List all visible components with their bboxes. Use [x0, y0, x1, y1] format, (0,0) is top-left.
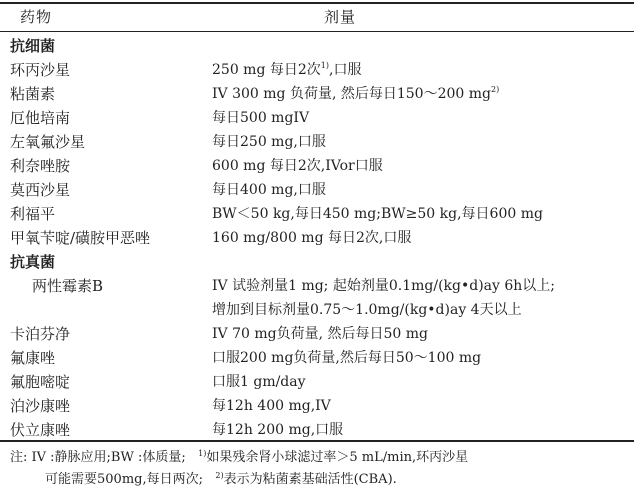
- table-row: [0, 320, 634, 344]
- drug-name: 利福平: [10, 205, 56, 223]
- table-top-rule: [0, 2, 634, 4]
- table-row: [0, 416, 634, 440]
- dose-text: BW＜50 kg,每日450 mg;BW≥50 kg,每日600 mg: [212, 206, 543, 222]
- section-row: [0, 248, 634, 272]
- drug-name: 环丙沙星: [10, 61, 71, 79]
- drug-name: 泊沙康唑: [10, 397, 71, 415]
- column-header-dose: 剂量: [324, 8, 357, 26]
- dose-text: 250 mg 每日2次$^{1)}$,口服: [212, 61, 362, 78]
- dose-text: 每日250 mg,口服: [212, 134, 326, 150]
- footnote-ref: 1): [320, 61, 329, 70]
- table-row: [0, 56, 634, 80]
- dose-text: IV 300 mg 负荷量, 然后每日150～200 $mg^{2)}$: [212, 85, 500, 102]
- dose-text: 160 mg/800 mg 每日2次,口服: [212, 230, 412, 246]
- drug-name: 左氧氟沙星: [10, 133, 86, 151]
- drug-name: 粘菌素: [10, 85, 56, 103]
- dose-text: 每12h 400 mg,IV: [212, 398, 331, 414]
- table-row: [0, 368, 634, 392]
- table-row: [0, 224, 634, 248]
- table-row: [0, 176, 634, 200]
- dose-text: 600 mg 每日2次,IVor口服: [212, 158, 383, 174]
- drug-name: 莫西沙星: [10, 181, 71, 199]
- table-row: [0, 200, 634, 224]
- drug-name: 氟康唑: [10, 349, 56, 367]
- section-row: [0, 32, 634, 56]
- table-row: [0, 152, 634, 176]
- dose-text: IV 70 mg负荷量, 然后每日50 mg: [212, 326, 428, 342]
- drug-name: 利奈唑胺: [10, 157, 71, 175]
- footnote-ref: 2): [490, 85, 500, 94]
- table-note: 注: IV :静脉应用;BW :体质量; $^{1)}$如果残余肾小球滤过率＞5 mL/min,环丙沙星: [10, 449, 469, 465]
- dose-text: 口服200 mg负荷量,然后每日50～100 mg: [212, 350, 482, 366]
- table-row-continuation: [0, 296, 634, 320]
- drug-name: 厄他培南: [10, 109, 71, 127]
- table-note-continuation: 可能需要500mg,每日两次; $^{2)}$表示为粘菌素基础活性(CBA).: [45, 471, 397, 487]
- dose-text: IV 试验剂量1 mg; 起始剂量0.1mg/(kg•d)ay 6h以上;: [212, 278, 556, 294]
- table-row: [0, 392, 634, 416]
- table-row: [0, 128, 634, 152]
- footnote-ref: 1): [198, 449, 207, 458]
- drug-name: 卡泊芬净: [10, 325, 71, 343]
- footnote-ref: 2): [215, 471, 224, 480]
- drug-name: 氟胞嘧啶: [10, 373, 71, 391]
- drug-name: 两性霉素B: [32, 277, 104, 295]
- section-label-antibacterial: 抗细菌: [10, 37, 56, 55]
- dose-text: 每12h 200 mg,口服: [212, 422, 344, 438]
- column-header-drug: 药物: [20, 8, 53, 26]
- table-row: [0, 80, 634, 104]
- dose-text: 每日400 mg,口服: [212, 182, 326, 198]
- dose-text: 每日500 mgIV: [212, 110, 310, 126]
- drug-name: 伏立康唑: [10, 421, 71, 439]
- dose-text: 口服1 gm/day: [212, 374, 306, 390]
- table-bottom-rule: [0, 440, 634, 442]
- dose-text-line2: 增加到目标剂量0.75～1.0mg/(kg•d)ay 4天以上: [212, 302, 522, 318]
- table-row: [0, 344, 634, 368]
- section-label-antifungal: 抗真菌: [10, 253, 56, 271]
- table-row: [0, 272, 634, 296]
- drug-name: 甲氧苄啶/磺胺甲恶唑: [10, 229, 151, 247]
- table-row: [0, 104, 634, 128]
